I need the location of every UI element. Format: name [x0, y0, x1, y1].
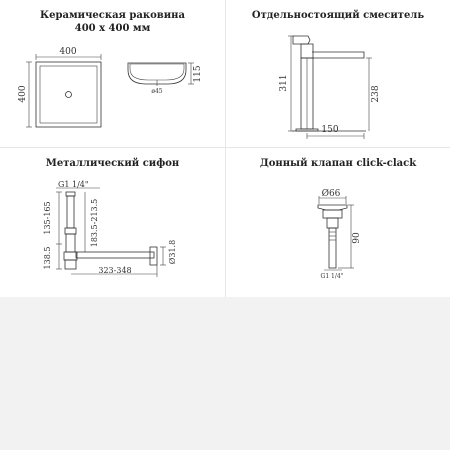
- panel-subtitle: 400 x 400 мм: [74, 23, 151, 34]
- mixer-handle: [293, 36, 310, 44]
- dim-spout-length-label: 150: [321, 125, 339, 135]
- drain-nut: [327, 218, 338, 228]
- drain-thread-body: [329, 228, 336, 268]
- drain-cap: [318, 205, 347, 210]
- siphon-bottle-lower: [64, 252, 77, 260]
- dim-thread-label: G1 1/4": [320, 273, 344, 280]
- basin-bowl: [130, 64, 184, 80]
- mixer-spout: [312, 52, 364, 58]
- dim-height-label: 400: [18, 85, 28, 103]
- drain-hole: [66, 92, 72, 98]
- dim-height-label: 90: [352, 232, 362, 244]
- basin-drawing: [0, 0, 225, 147]
- dim-spout-height-label: 238: [371, 85, 381, 103]
- siphon-wall-flange: [150, 247, 157, 265]
- basin-top-view: [36, 62, 101, 127]
- dim-drop-label: 183.5-213.5: [90, 198, 99, 248]
- panel-basin: [0, 0, 225, 147]
- dim-diameter-label: Ø66: [321, 189, 341, 199]
- siphon-outlet-pipe: [76, 252, 154, 258]
- dim-drain-label: ø45: [151, 88, 163, 95]
- siphon-bottle: [66, 234, 75, 252]
- panel-siphon: [0, 148, 225, 297]
- panel-mixer: [226, 0, 450, 147]
- mixer-drawing: [226, 0, 450, 147]
- panel-title: Отдельностоящий смеситель: [251, 10, 425, 21]
- siphon-coupling: [65, 228, 76, 234]
- dim-diameter-label: Ø31.8: [168, 239, 177, 265]
- dim-depth-label: 115: [193, 65, 203, 83]
- dim-thread-label: G1 1/4": [58, 180, 89, 189]
- dim-upper-range-label: 135-165: [43, 201, 52, 235]
- siphon-drawing: [0, 148, 225, 297]
- mixer-lever: [301, 44, 313, 58]
- siphon-upper-tube: [67, 196, 74, 228]
- dim-width-label: 400: [59, 47, 77, 57]
- panel-title: Металлический сифон: [45, 158, 180, 169]
- siphon-bottle-cap: [65, 260, 76, 269]
- dim-total-height-label: 311: [279, 74, 289, 92]
- panel-drain-valve: [226, 148, 450, 297]
- panel-title: Керамическая раковина: [40, 10, 185, 21]
- drain-flange: [323, 210, 342, 218]
- drain-valve-drawing: [226, 148, 450, 297]
- dim-length-label: 323-348: [98, 266, 132, 275]
- dim-lower-label: 138.5: [43, 246, 52, 270]
- siphon-top-nut: [66, 192, 75, 196]
- panel-title: Донный клапан click-clack: [259, 158, 417, 169]
- basin-inner-edge: [40, 66, 97, 123]
